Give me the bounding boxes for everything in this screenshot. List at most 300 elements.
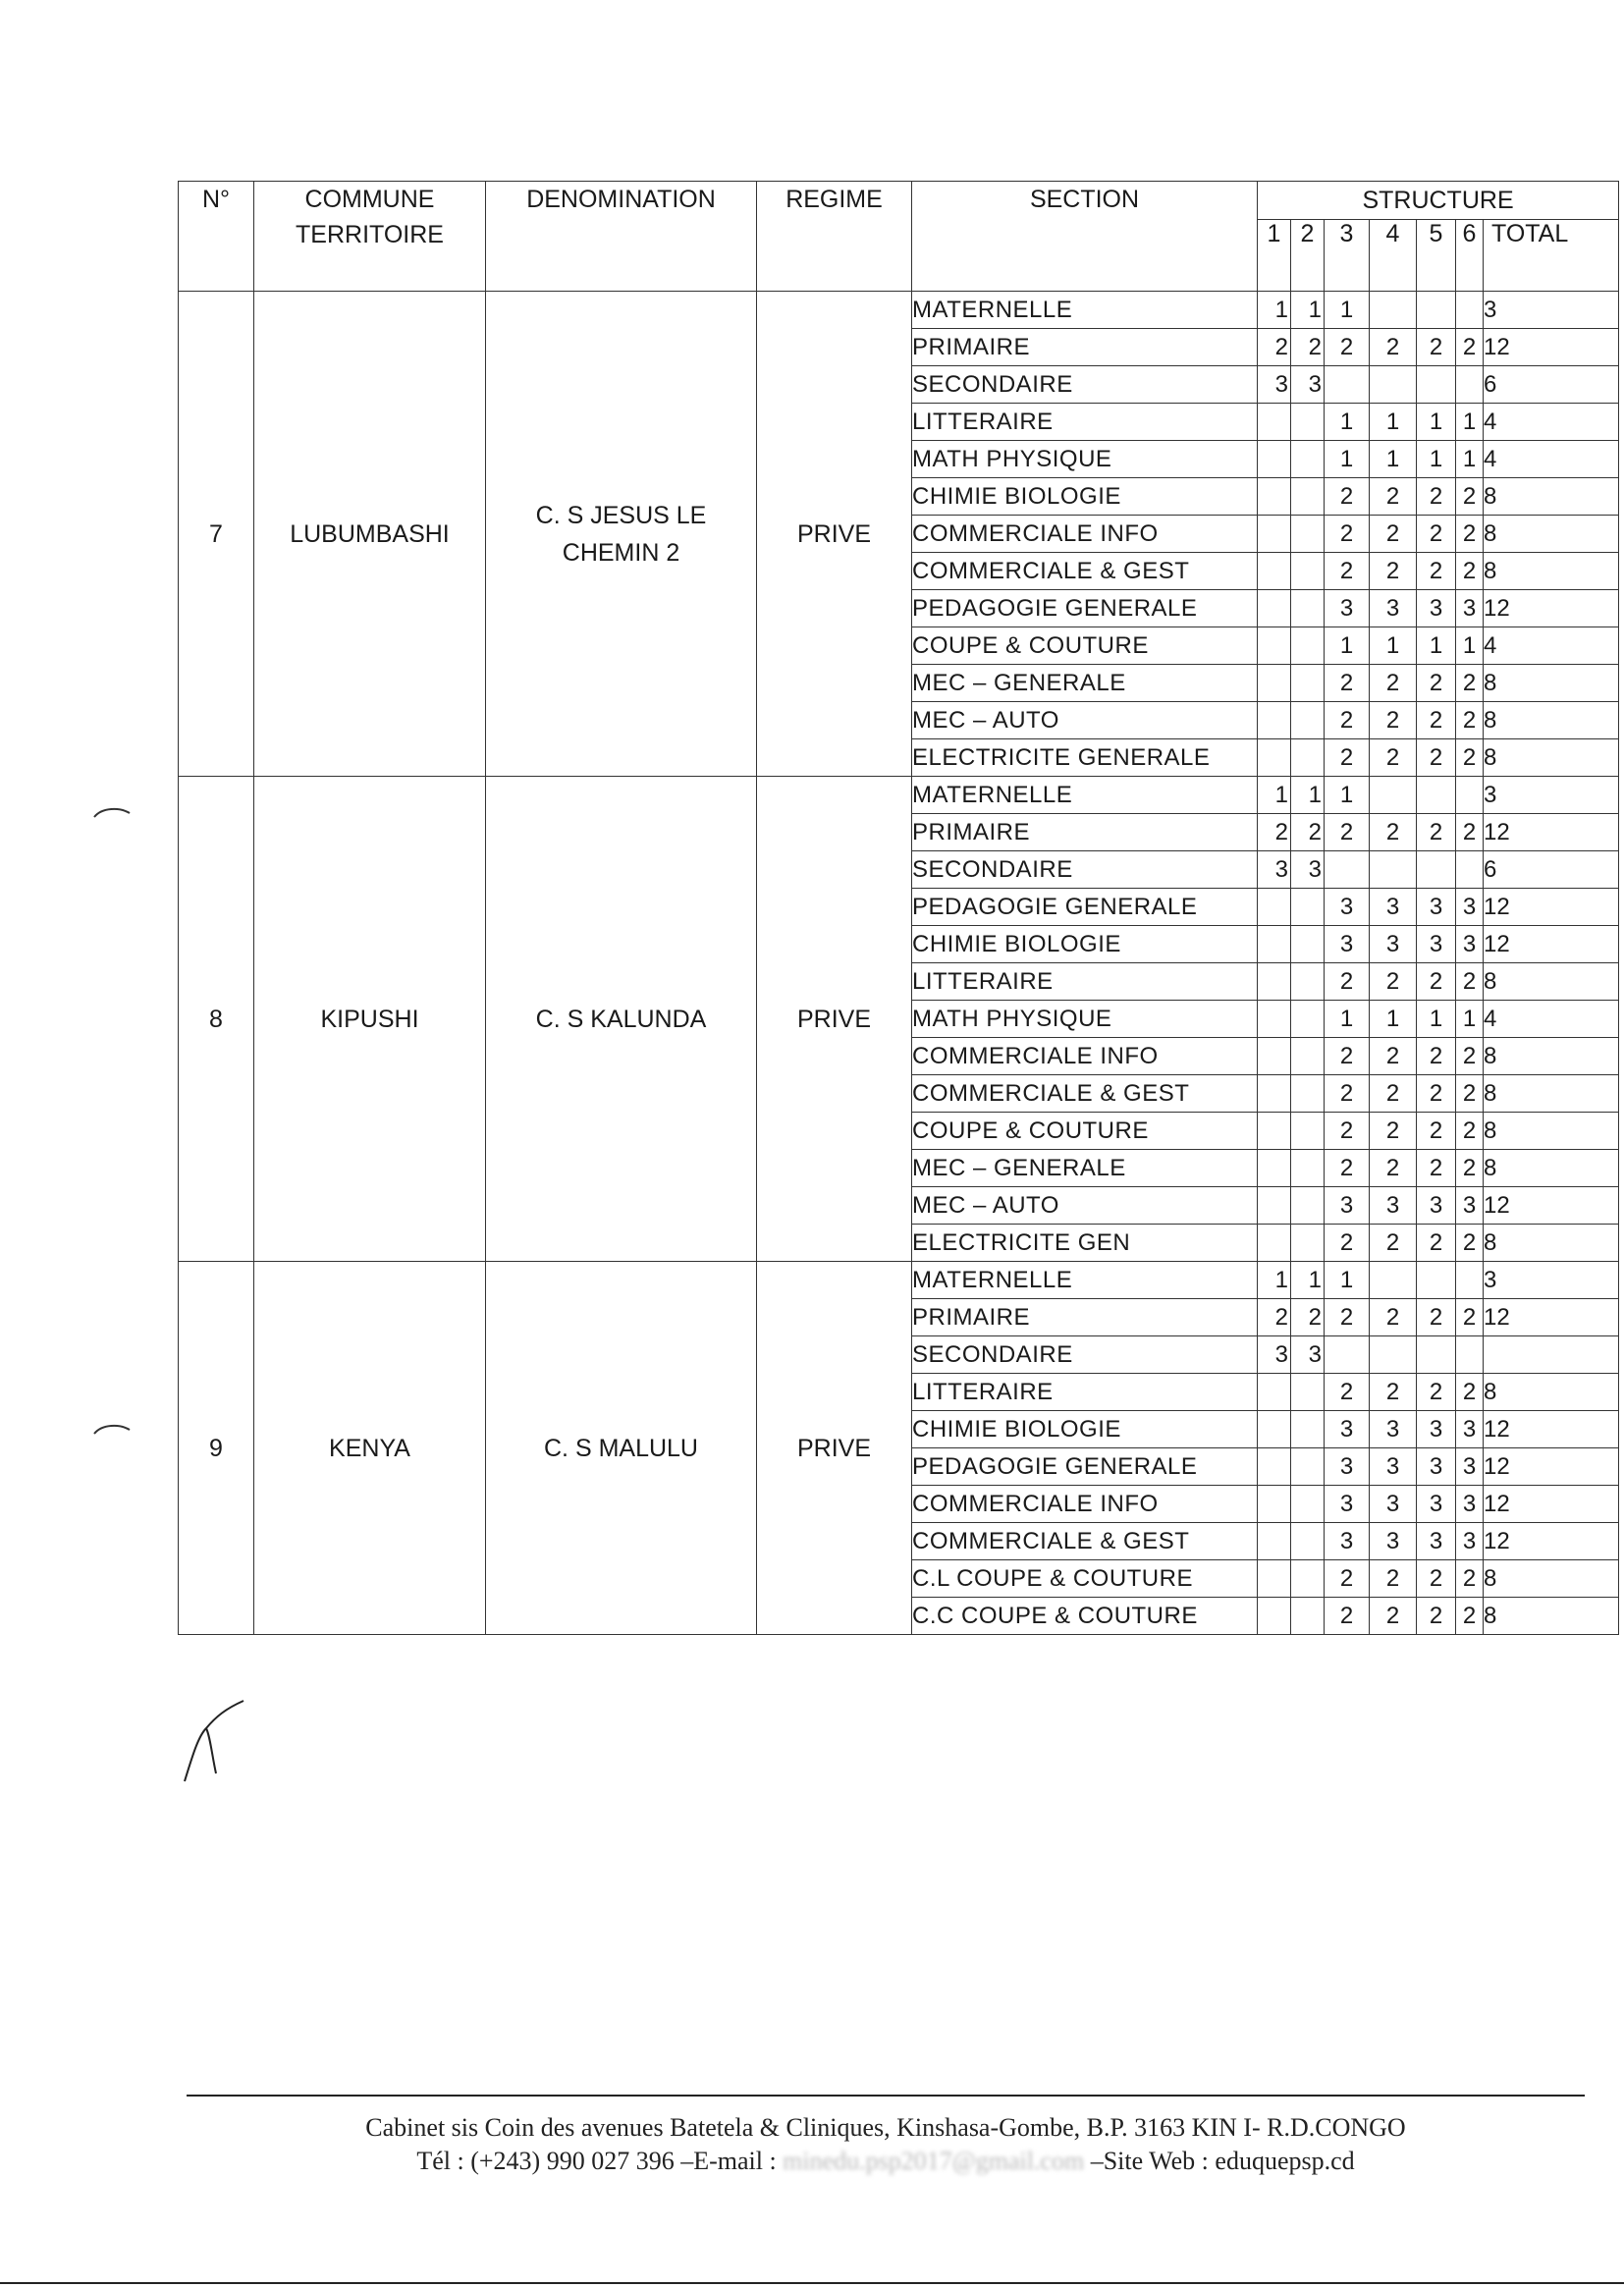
structure-cell-5: 2 [1417,702,1456,739]
structure-cell-2 [1291,1448,1325,1486]
total-cell: 8 [1484,1150,1619,1187]
structure-cell-1: 3 [1258,1336,1291,1374]
section-cell: SECONDAIRE [912,366,1258,404]
group-regime: PRIVE [757,1262,912,1635]
total-cell: 8 [1484,1598,1619,1635]
footer-website: –Site Web : eduquepsp.cd [1084,2147,1355,2175]
structure-cell-1 [1258,1113,1291,1150]
structure-cell-2 [1291,590,1325,627]
footer-address [187,2111,1585,2178]
structure-cell-2 [1291,1150,1325,1187]
structure-cell-3: 2 [1325,1113,1370,1150]
section-cell: MATERNELLE [912,292,1258,329]
header-col-3: 3 [1325,220,1370,292]
structure-cell-1 [1258,1150,1291,1187]
structure-cell-4: 2 [1370,1598,1417,1635]
structure-cell-1: 2 [1258,814,1291,851]
schools-structure-table [178,181,1619,1635]
structure-cell-4: 3 [1370,1523,1417,1560]
structure-cell-5: 3 [1417,1523,1456,1560]
group-denomination: C. S KALUNDA [486,777,757,1262]
total-cell: 8 [1484,1038,1619,1075]
total-cell: 4 [1484,1001,1619,1038]
structure-cell-3: 3 [1325,926,1370,963]
total-cell: 6 [1484,851,1619,889]
header-regime: REGIME [757,182,912,292]
structure-cell-6 [1456,851,1484,889]
structure-cell-2 [1291,441,1325,478]
structure-cell-4: 2 [1370,1113,1417,1150]
structure-cell-6: 3 [1456,590,1484,627]
structure-cell-6: 2 [1456,329,1484,366]
structure-cell-1 [1258,590,1291,627]
structure-cell-1 [1258,889,1291,926]
section-cell: C.L COUPE & COUTURE [912,1560,1258,1598]
structure-cell-5: 2 [1417,1299,1456,1336]
structure-cell-6 [1456,292,1484,329]
table-body [179,292,1619,1635]
total-cell: 3 [1484,1262,1619,1299]
structure-cell-4: 2 [1370,329,1417,366]
structure-cell-2 [1291,1187,1325,1225]
structure-cell-6: 2 [1456,1075,1484,1113]
structure-cell-2: 3 [1291,366,1325,404]
total-cell: 12 [1484,1411,1619,1448]
structure-cell-5: 3 [1417,1448,1456,1486]
structure-cell-5: 3 [1417,926,1456,963]
section-cell: CHIMIE BIOLOGIE [912,478,1258,516]
structure-cell-4: 2 [1370,1038,1417,1075]
structure-cell-2 [1291,1374,1325,1411]
structure-cell-6: 3 [1456,889,1484,926]
structure-cell-4: 1 [1370,1001,1417,1038]
structure-cell-5: 2 [1417,478,1456,516]
structure-cell-1 [1258,1448,1291,1486]
total-cell: 12 [1484,1486,1619,1523]
section-cell: SECONDAIRE [912,1336,1258,1374]
group-commune: KENYA [254,1262,486,1635]
structure-cell-5: 1 [1417,1001,1456,1038]
structure-cell-5: 2 [1417,329,1456,366]
structure-cell-1 [1258,516,1291,553]
structure-cell-1 [1258,1038,1291,1075]
group-denomination: C. S MALULU [486,1262,757,1635]
structure-cell-5 [1417,366,1456,404]
table-header [179,182,1619,292]
structure-cell-2 [1291,889,1325,926]
section-cell: MATH PHYSIQUE [912,441,1258,478]
structure-cell-4: 3 [1370,1486,1417,1523]
structure-cell-3: 1 [1325,441,1370,478]
structure-cell-5: 3 [1417,1411,1456,1448]
section-cell: MEC – AUTO [912,1187,1258,1225]
structure-cell-1 [1258,1187,1291,1225]
signature-mark [177,1697,255,1785]
structure-cell-4: 2 [1370,1374,1417,1411]
section-cell: MATH PHYSIQUE [912,1001,1258,1038]
structure-cell-4: 2 [1370,478,1417,516]
structure-cell-2 [1291,1113,1325,1150]
header-col-5: 5 [1417,220,1456,292]
structure-cell-5 [1417,851,1456,889]
structure-cell-2: 2 [1291,329,1325,366]
structure-cell-4: 2 [1370,553,1417,590]
structure-cell-3: 2 [1325,1225,1370,1262]
header-denomination: DENOMINATION [486,182,757,292]
structure-cell-5: 2 [1417,516,1456,553]
table-row [179,1262,1619,1299]
structure-cell-1 [1258,665,1291,702]
structure-cell-4: 3 [1370,889,1417,926]
structure-cell-6: 2 [1456,478,1484,516]
structure-cell-1 [1258,627,1291,665]
structure-cell-3: 2 [1325,1374,1370,1411]
structure-cell-5: 2 [1417,814,1456,851]
header-total: TOTAL [1484,220,1619,292]
structure-cell-1: 3 [1258,366,1291,404]
structure-cell-4 [1370,366,1417,404]
footer-line-2 [187,2145,1585,2178]
group-regime: PRIVE [757,292,912,777]
structure-cell-2 [1291,1038,1325,1075]
structure-cell-1 [1258,963,1291,1001]
structure-cell-5: 3 [1417,1486,1456,1523]
structure-cell-2 [1291,1560,1325,1598]
total-cell: 8 [1484,963,1619,1001]
header-section: SECTION [912,182,1258,292]
structure-cell-6 [1456,1336,1484,1374]
section-cell: PEDAGOGIE GENERALE [912,1448,1258,1486]
structure-cell-3: 1 [1325,404,1370,441]
structure-cell-6: 2 [1456,963,1484,1001]
section-cell: MEC – AUTO [912,702,1258,739]
section-cell: MEC – GENERALE [912,665,1258,702]
structure-cell-3 [1325,851,1370,889]
structure-cell-1 [1258,1523,1291,1560]
total-cell: 12 [1484,1299,1619,1336]
structure-cell-2: 2 [1291,1299,1325,1336]
structure-cell-3: 2 [1325,478,1370,516]
structure-cell-6: 3 [1456,1411,1484,1448]
structure-cell-2: 3 [1291,851,1325,889]
structure-cell-4 [1370,1262,1417,1299]
structure-cell-6 [1456,777,1484,814]
structure-cell-3: 2 [1325,1150,1370,1187]
structure-cell-5: 2 [1417,1113,1456,1150]
structure-cell-1 [1258,1075,1291,1113]
structure-cell-1: 1 [1258,292,1291,329]
structure-cell-6: 1 [1456,404,1484,441]
footer-divider [187,2095,1585,2097]
structure-cell-6: 3 [1456,1523,1484,1560]
structure-cell-4: 3 [1370,926,1417,963]
structure-cell-6: 2 [1456,1150,1484,1187]
header-structure: STRUCTURE [1258,182,1619,220]
structure-cell-2 [1291,1598,1325,1635]
structure-cell-6: 2 [1456,1560,1484,1598]
bottom-edge-line [0,2282,1624,2284]
group-number: 7 [179,292,254,777]
total-cell: 3 [1484,777,1619,814]
structure-cell-2 [1291,1486,1325,1523]
structure-cell-4 [1370,777,1417,814]
structure-cell-5: 3 [1417,1187,1456,1225]
structure-cell-5: 2 [1417,1598,1456,1635]
structure-cell-4: 3 [1370,590,1417,627]
total-cell: 8 [1484,1075,1619,1113]
total-cell: 12 [1484,1523,1619,1560]
structure-cell-3: 1 [1325,292,1370,329]
structure-cell-2 [1291,702,1325,739]
structure-cell-6: 2 [1456,665,1484,702]
structure-cell-3: 2 [1325,1560,1370,1598]
structure-cell-6: 2 [1456,516,1484,553]
structure-cell-1: 1 [1258,1262,1291,1299]
structure-cell-6: 3 [1456,1187,1484,1225]
structure-cell-6: 2 [1456,1113,1484,1150]
total-cell: 4 [1484,404,1619,441]
footer-line-1: Cabinet sis Coin des avenues Batetela & Cliniques, Kinshasa-Gombe, B.P. 3163 KIN I- R.D.CONGO [365,2113,1406,2142]
structure-cell-3: 2 [1325,702,1370,739]
section-cell: PEDAGOGIE GENERALE [912,590,1258,627]
structure-cell-6: 1 [1456,441,1484,478]
header-col-4: 4 [1370,220,1417,292]
structure-cell-5: 3 [1417,590,1456,627]
structure-cell-3: 2 [1325,1299,1370,1336]
structure-cell-5: 2 [1417,1560,1456,1598]
section-cell: PRIMAIRE [912,1299,1258,1336]
structure-cell-4: 3 [1370,1187,1417,1225]
section-cell: COMMERCIALE INFO [912,1038,1258,1075]
structure-cell-1 [1258,478,1291,516]
group-number: 9 [179,1262,254,1635]
structure-cell-4 [1370,1336,1417,1374]
structure-cell-4: 3 [1370,1448,1417,1486]
structure-cell-2 [1291,926,1325,963]
section-cell: MATERNELLE [912,777,1258,814]
structure-cell-5 [1417,777,1456,814]
structure-cell-1 [1258,1598,1291,1635]
structure-cell-3: 2 [1325,739,1370,777]
total-cell: 8 [1484,1113,1619,1150]
structure-cell-1 [1258,404,1291,441]
structure-cell-1 [1258,441,1291,478]
structure-cell-6: 2 [1456,1598,1484,1635]
structure-cell-3: 3 [1325,1448,1370,1486]
structure-cell-2 [1291,516,1325,553]
total-cell: 12 [1484,329,1619,366]
structure-cell-2 [1291,1075,1325,1113]
structure-cell-5: 1 [1417,627,1456,665]
structure-cell-3: 2 [1325,665,1370,702]
structure-cell-1: 2 [1258,1299,1291,1336]
structure-cell-1 [1258,1560,1291,1598]
structure-cell-3: 2 [1325,1075,1370,1113]
structure-cell-1 [1258,1225,1291,1262]
structure-cell-3: 2 [1325,1598,1370,1635]
section-cell: PRIMAIRE [912,814,1258,851]
structure-cell-4 [1370,851,1417,889]
section-cell: COMMERCIALE & GEST [912,1523,1258,1560]
structure-cell-4: 2 [1370,516,1417,553]
structure-cell-3 [1325,1336,1370,1374]
section-cell: MATERNELLE [912,1262,1258,1299]
total-cell: 8 [1484,516,1619,553]
total-cell [1484,1336,1619,1374]
structure-cell-2 [1291,627,1325,665]
structure-cell-6: 1 [1456,1001,1484,1038]
structure-cell-2 [1291,1001,1325,1038]
structure-cell-5: 1 [1417,404,1456,441]
structure-cell-4: 2 [1370,1560,1417,1598]
structure-cell-4: 2 [1370,665,1417,702]
structure-cell-5 [1417,292,1456,329]
total-cell: 8 [1484,702,1619,739]
structure-cell-4: 2 [1370,1075,1417,1113]
structure-cell-4: 2 [1370,1150,1417,1187]
header-commune: COMMUNE TERRITOIRE [254,182,486,292]
structure-cell-3: 2 [1325,516,1370,553]
structure-cell-6: 2 [1456,1374,1484,1411]
structure-cell-3: 2 [1325,963,1370,1001]
structure-cell-3 [1325,366,1370,404]
footer-phone: Tél : (+243) 990 027 396 –E-mail : [416,2147,784,2175]
section-cell: PRIMAIRE [912,329,1258,366]
structure-cell-4: 2 [1370,702,1417,739]
structure-cell-5: 1 [1417,441,1456,478]
structure-cell-4: 1 [1370,404,1417,441]
table-row [179,292,1619,329]
section-cell: COUPE & COUTURE [912,1113,1258,1150]
table-row [179,777,1619,814]
structure-cell-6: 3 [1456,926,1484,963]
structure-cell-5: 2 [1417,963,1456,1001]
structure-cell-4: 2 [1370,739,1417,777]
structure-cell-2 [1291,404,1325,441]
structure-cell-3: 2 [1325,814,1370,851]
section-cell: COMMERCIALE INFO [912,1486,1258,1523]
structure-cell-1 [1258,926,1291,963]
total-cell: 12 [1484,889,1619,926]
structure-cell-1: 2 [1258,329,1291,366]
structure-cell-1 [1258,1374,1291,1411]
section-cell: COMMERCIALE INFO [912,516,1258,553]
structure-cell-3: 1 [1325,1001,1370,1038]
structure-cell-3: 3 [1325,1523,1370,1560]
structure-cell-6: 2 [1456,1225,1484,1262]
section-cell: PEDAGOGIE GENERALE [912,889,1258,926]
group-number: 8 [179,777,254,1262]
structure-cell-6: 1 [1456,627,1484,665]
section-cell: COMMERCIALE & GEST [912,553,1258,590]
section-cell: C.C COUPE & COUTURE [912,1598,1258,1635]
structure-cell-3: 1 [1325,627,1370,665]
total-cell: 12 [1484,1448,1619,1486]
section-cell: LITTERAIRE [912,963,1258,1001]
structure-cell-6: 2 [1456,814,1484,851]
structure-cell-4: 1 [1370,441,1417,478]
structure-cell-4: 2 [1370,963,1417,1001]
punch-mark-top [92,805,132,819]
structure-cell-2: 3 [1291,1336,1325,1374]
header-num: N° [179,182,254,292]
group-denomination: C. S JESUS LE CHEMIN 2 [486,292,757,777]
total-cell: 12 [1484,1187,1619,1225]
structure-cell-6 [1456,1262,1484,1299]
structure-cell-6: 2 [1456,702,1484,739]
structure-cell-2 [1291,553,1325,590]
structure-cell-2: 1 [1291,292,1325,329]
total-cell: 12 [1484,926,1619,963]
structure-cell-6: 2 [1456,1038,1484,1075]
structure-cell-3: 1 [1325,1262,1370,1299]
structure-cell-5: 2 [1417,1038,1456,1075]
structure-cell-3: 2 [1325,1038,1370,1075]
structure-cell-1 [1258,702,1291,739]
structure-cell-2 [1291,963,1325,1001]
structure-cell-5 [1417,1336,1456,1374]
structure-cell-2: 1 [1291,1262,1325,1299]
structure-cell-6: 3 [1456,1448,1484,1486]
structure-cell-5: 2 [1417,1374,1456,1411]
section-cell: LITTERAIRE [912,1374,1258,1411]
header-col-6: 6 [1456,220,1484,292]
structure-cell-6: 2 [1456,739,1484,777]
structure-cell-3: 3 [1325,1411,1370,1448]
structure-cell-5: 2 [1417,1075,1456,1113]
structure-cell-2: 2 [1291,814,1325,851]
structure-cell-3: 2 [1325,553,1370,590]
total-cell: 8 [1484,739,1619,777]
footer-email: minedu.psp2017@gmail.com [783,2147,1085,2175]
structure-cell-1: 3 [1258,851,1291,889]
total-cell: 8 [1484,553,1619,590]
structure-cell-3: 3 [1325,889,1370,926]
structure-cell-4 [1370,292,1417,329]
group-commune: LUBUMBASHI [254,292,486,777]
structure-cell-5: 2 [1417,1225,1456,1262]
structure-cell-5: 3 [1417,889,1456,926]
structure-cell-1 [1258,1001,1291,1038]
structure-cell-4: 2 [1370,1225,1417,1262]
structure-cell-1 [1258,553,1291,590]
structure-cell-1 [1258,1411,1291,1448]
structure-cell-4: 1 [1370,627,1417,665]
structure-cell-2 [1291,1523,1325,1560]
structure-cell-3: 3 [1325,1187,1370,1225]
section-cell: SECONDAIRE [912,851,1258,889]
structure-cell-6 [1456,366,1484,404]
structure-cell-3: 2 [1325,329,1370,366]
structure-cell-6: 2 [1456,553,1484,590]
structure-cell-1 [1258,739,1291,777]
structure-cell-1 [1258,1486,1291,1523]
section-cell: ELECTRICITE GENERALE [912,739,1258,777]
structure-cell-4: 2 [1370,1299,1417,1336]
punch-mark-bottom [92,1422,132,1436]
structure-cell-2 [1291,739,1325,777]
structure-cell-5 [1417,1262,1456,1299]
structure-cell-4: 3 [1370,1411,1417,1448]
structure-cell-2 [1291,1411,1325,1448]
total-cell: 8 [1484,665,1619,702]
structure-cell-6: 2 [1456,1299,1484,1336]
section-cell: COMMERCIALE & GEST [912,1075,1258,1113]
structure-cell-6: 3 [1456,1486,1484,1523]
header-col-2: 2 [1291,220,1325,292]
structure-cell-4: 2 [1370,814,1417,851]
structure-cell-2 [1291,665,1325,702]
